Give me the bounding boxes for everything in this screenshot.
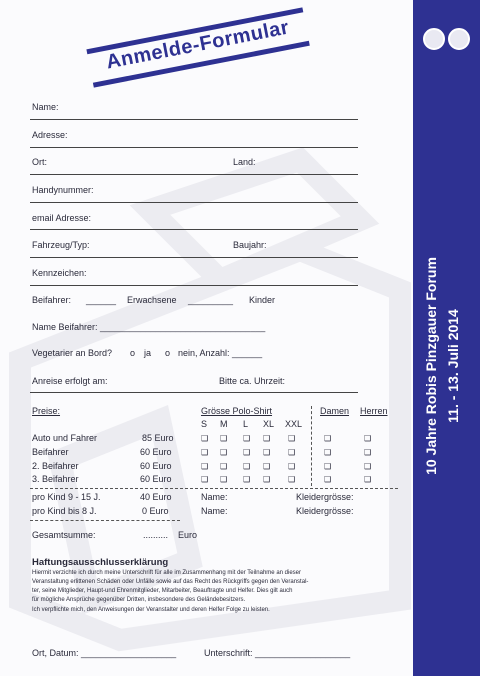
anreise-field[interactable] bbox=[30, 392, 358, 393]
form-title: Anmelde-Formular bbox=[86, 7, 309, 86]
event-title: 10 Jahre Robis Pinzgauer Forum bbox=[423, 257, 439, 475]
price-row-label: 3. Beifahrer bbox=[32, 474, 79, 484]
kid-name-label: Name: bbox=[201, 492, 228, 502]
price-row-label: Auto und Fahrer bbox=[32, 433, 98, 443]
size-s: S bbox=[201, 419, 208, 429]
price-row-value: 85 Euro bbox=[142, 433, 174, 443]
club-emblem-icon bbox=[423, 28, 445, 50]
checkbox[interactable]: ❑ bbox=[243, 462, 251, 471]
checkbox[interactable]: ❑ bbox=[263, 462, 271, 471]
size-m: M bbox=[220, 419, 228, 429]
checkbox[interactable]: ❑ bbox=[243, 475, 251, 484]
land-label: Land: bbox=[233, 157, 256, 167]
uhrzeit-label: Bitte ca. Uhrzeit: bbox=[219, 376, 286, 386]
checkbox[interactable]: ❑ bbox=[364, 448, 372, 457]
price-row-value: 60 Euro bbox=[140, 461, 172, 471]
checkbox[interactable]: ❑ bbox=[243, 434, 251, 443]
beifahrer-adults-blank[interactable]: ______ bbox=[86, 295, 117, 305]
size-l: L bbox=[243, 419, 249, 429]
adresse-label: Adresse: bbox=[32, 130, 68, 140]
fahrzeug-field[interactable] bbox=[30, 257, 358, 258]
checkbox[interactable]: ❑ bbox=[324, 448, 332, 457]
name-label: Name: bbox=[32, 102, 59, 112]
checkbox[interactable]: ❑ bbox=[288, 462, 296, 471]
name-field[interactable] bbox=[30, 119, 358, 120]
handy-label: Handynummer: bbox=[32, 185, 94, 195]
baujahr-label: Baujahr: bbox=[233, 240, 267, 250]
puch-logo-icon bbox=[448, 28, 470, 50]
checkbox[interactable]: ❑ bbox=[364, 462, 372, 471]
adresse-field[interactable] bbox=[30, 147, 358, 148]
kid-row-label: pro Kind bis 8 J. bbox=[32, 506, 97, 516]
kid-row-label: pro Kind 9 - 15 J. bbox=[32, 492, 101, 502]
event-dates: 11. - 13. Juli 2014 bbox=[445, 309, 461, 423]
kid-size-label: Kleidergrösse: bbox=[296, 492, 354, 502]
gesamt-unit: Euro bbox=[178, 530, 198, 540]
table-separator bbox=[30, 488, 398, 489]
checkbox[interactable]: ❑ bbox=[220, 462, 228, 471]
vegetarier-ja-radio[interactable]: o bbox=[130, 348, 136, 358]
checkbox[interactable]: ❑ bbox=[220, 448, 228, 457]
checkbox[interactable]: ❑ bbox=[288, 448, 296, 457]
kid-row-price: 40 Euro bbox=[140, 492, 172, 502]
club-logos bbox=[423, 28, 470, 50]
kids-separator bbox=[30, 520, 180, 521]
email-label: email Adresse: bbox=[32, 213, 92, 223]
checkbox[interactable]: ❑ bbox=[288, 434, 296, 443]
herren-header: Herren bbox=[360, 406, 388, 416]
unterschrift-field[interactable]: Unterschrift: ___________________ bbox=[204, 648, 351, 658]
checkbox[interactable]: ❑ bbox=[243, 448, 251, 457]
size-xl: XL bbox=[263, 419, 275, 429]
checkbox[interactable]: ❑ bbox=[364, 434, 372, 443]
haftung-text: Veranstaltung erlittenen Schäden oder Unfälle sowie auf das Recht des Rückgriffs gegen den Veranstal- bbox=[32, 579, 309, 585]
checkbox[interactable]: ❑ bbox=[263, 434, 271, 443]
checkbox[interactable]: ❑ bbox=[201, 462, 209, 471]
gesamt-label: Gesamtsumme: bbox=[32, 530, 96, 540]
ort-datum-field[interactable]: Ort, Datum: ___________________ bbox=[32, 648, 177, 658]
gesamt-field[interactable]: .......... bbox=[143, 530, 169, 540]
checkbox[interactable]: ❑ bbox=[201, 448, 209, 457]
checkbox[interactable]: ❑ bbox=[324, 434, 332, 443]
price-row-value: 60 Euro bbox=[140, 474, 172, 484]
kid-size-label: Kleidergrösse: bbox=[296, 506, 354, 516]
kid-row-price: 0 Euro bbox=[142, 506, 169, 516]
fahrzeug-label: Fahrzeug/Typ: bbox=[32, 240, 90, 250]
erwachsene-label: Erwachsene bbox=[127, 295, 177, 305]
kennzeichen-field[interactable] bbox=[30, 285, 358, 286]
table-divider bbox=[311, 406, 312, 486]
email-field[interactable] bbox=[30, 229, 358, 230]
haftung-title: Haftungsausschlusserklärung bbox=[32, 557, 169, 568]
vegetarier-nein-radio[interactable]: o bbox=[165, 348, 171, 358]
preise-header: Preise: bbox=[32, 406, 61, 416]
checkbox[interactable]: ❑ bbox=[220, 475, 228, 484]
checkbox[interactable]: ❑ bbox=[364, 475, 372, 484]
haftung-text: Ich verpflichte mich, den Anweisungen der Veranstalter und deren Helfer Folge zu leisten. bbox=[32, 607, 270, 613]
beifahrer-label: Beifahrer: bbox=[32, 295, 72, 305]
ort-land-field[interactable] bbox=[30, 174, 358, 175]
checkbox[interactable]: ❑ bbox=[201, 475, 209, 484]
vegetarier-ja-label: ja bbox=[144, 348, 152, 358]
haftung-text: Hiermit verzichte ich durch meine Unterschrift für alle im Zusammenhang mit der Teilnahme an dieser bbox=[32, 570, 301, 576]
price-row-label: 2. Beifahrer bbox=[32, 461, 79, 471]
checkbox[interactable]: ❑ bbox=[263, 475, 271, 484]
kinder-label: Kinder bbox=[249, 295, 276, 305]
polo-header: Grösse Polo-Shirt bbox=[201, 406, 273, 416]
checkbox[interactable]: ❑ bbox=[263, 448, 271, 457]
ort-label: Ort: bbox=[32, 157, 47, 167]
handy-field[interactable] bbox=[30, 202, 358, 203]
size-xxl: XXL bbox=[285, 419, 303, 429]
vegetarier-question: Vegetarier an Bord? bbox=[32, 348, 113, 358]
kennzeichen-label: Kennzeichen: bbox=[32, 268, 87, 278]
haftung-text: für mögliche Ansprüche gegenüber Dritten, insbesondere des Geländebesitzers. bbox=[32, 597, 246, 603]
haftung-text: ter, seine Mitglieder, Haupt-und Ehrenmitglieder, Mitarbeiter, Beauftragte und Helfer. Dies gilt auch bbox=[32, 588, 293, 594]
checkbox[interactable]: ❑ bbox=[201, 434, 209, 443]
price-row-label: Beifahrer bbox=[32, 447, 69, 457]
price-row-value: 60 Euro bbox=[140, 447, 172, 457]
checkbox[interactable]: ❑ bbox=[288, 475, 296, 484]
vegetarier-nein-label: nein, Anzahl: ______ bbox=[178, 348, 263, 358]
event-banner bbox=[420, 221, 472, 511]
anreise-label: Anreise erfolgt am: bbox=[32, 376, 108, 386]
checkbox[interactable]: ❑ bbox=[324, 475, 332, 484]
checkbox[interactable]: ❑ bbox=[220, 434, 228, 443]
damen-header: Damen bbox=[320, 406, 350, 416]
kid-name-label: Name: bbox=[201, 506, 228, 516]
beifahrer-kids-blank[interactable]: _________ bbox=[188, 295, 234, 305]
checkbox[interactable]: ❑ bbox=[324, 462, 332, 471]
name-beifahrer-field[interactable]: Name Beifahrer: _________________________________ bbox=[32, 322, 266, 332]
